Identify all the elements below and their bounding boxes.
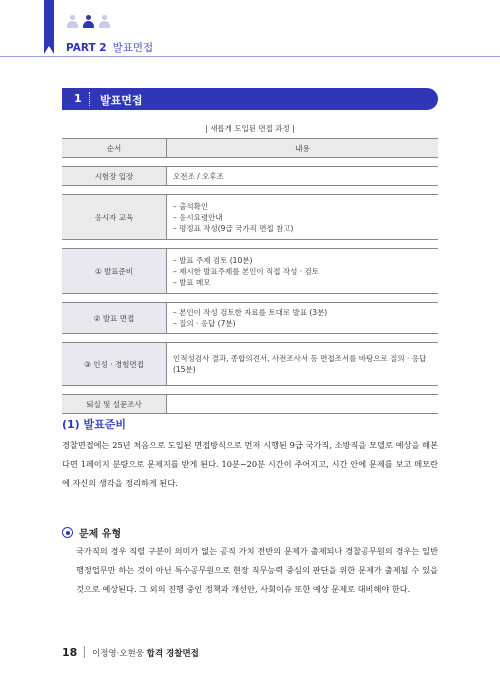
topic-title: 문제 유형 [79, 529, 122, 540]
content-line: (15분) [173, 365, 196, 374]
content-line: – 발표 메모 [173, 277, 211, 287]
content-line: 오전조 / 오후조 [173, 171, 224, 181]
section-divider [89, 92, 90, 106]
content-cell [167, 167, 438, 185]
content-cell [167, 343, 438, 385]
subsection-title: (1) 발표준비 [62, 418, 127, 431]
content-line: – 제시한 발표주제를 본인이 직접 작성 · 검토 [173, 266, 319, 276]
part-header [66, 40, 153, 55]
part-label: PART 2 [66, 42, 107, 54]
section-title: 발표면접 [100, 94, 143, 107]
header-step: 순서 [62, 139, 167, 157]
header-divider [0, 56, 500, 57]
step-cell: 시험장 입장 [62, 167, 167, 185]
content-cell [167, 303, 438, 333]
table-row [62, 302, 438, 334]
content-cell [167, 195, 438, 239]
target-bullet-icon [62, 527, 73, 538]
header-content: 내용 [167, 139, 438, 157]
table-row [62, 194, 438, 240]
part-title: 발표면접 [112, 42, 154, 54]
footer-divider [84, 646, 85, 658]
table-row [62, 166, 438, 186]
content-cell [167, 395, 438, 413]
section-title-bar [62, 88, 438, 110]
side-bookmark-tab [44, 0, 54, 46]
step-cell: ③ 인성 · 경험면접 [62, 343, 167, 385]
people-icon-group [66, 14, 111, 30]
footer-authors: 이정영·오현웅 [92, 649, 144, 659]
section-number: 1 [74, 92, 82, 105]
footer-running-title [92, 647, 199, 659]
step-cell: 응시자 교육 [62, 195, 167, 239]
content-line: – 발표 주제 검토 (10분) [173, 255, 253, 265]
person-icon [66, 14, 79, 30]
content-line: – 출석확인 [173, 201, 209, 211]
content-line: – 평정표 작성(9급 국가직 면접 참고) [173, 223, 294, 233]
content-line: 인적성검사 결과, 종합의견서, 사전조사서 등 면접조서를 바탕으로 질의 · 응답 [173, 354, 427, 363]
content-cell [167, 249, 438, 293]
person-icon [98, 14, 111, 30]
step-cell: ① 발표준비 [62, 249, 167, 293]
person-icon [82, 14, 95, 30]
table-row [62, 342, 438, 386]
content-line: – 질의 · 응답 (7분) [173, 319, 236, 328]
table-row [62, 248, 438, 294]
table-header-row [62, 138, 438, 158]
table-caption: | 새롭게 도입된 면접 과정 | [205, 124, 295, 133]
footer-book-title: 합격 경찰면접 [146, 649, 199, 659]
step-cell: ② 발표 면접 [62, 303, 167, 333]
content-line: – 본인이 작성 검토한 자료를 토대로 발표 (3분) [173, 308, 328, 317]
topic-paragraph: 국가직의 경우 직렬 구분이 의미가 없는 공직 가치 전반의 문제가 출제되나 경찰공무원의 경우는 일반 행정업무만 하는 것이 아닌 특수공무원으로 현장 직무능력 중심의 판단을 위한 문제가 출제될 수 있을 것으로 예상된다. 그 외의 진행 중인 정책과 개선안, 사회이슈 또한 예상 문제로 대비해야 한다. [76, 546, 438, 594]
page-number: 18 [62, 646, 78, 659]
content-line: – 응시요령안내 [173, 212, 223, 222]
process-table [62, 138, 438, 422]
topic-heading [62, 525, 121, 540]
table-row [62, 394, 438, 414]
step-cell: 퇴실 및 설문조사 [62, 395, 167, 413]
subsection-paragraph: 경찰면접에는 25년 처음으로 도입된 면접방식으로 먼저 시행된 9급 국가직, 소방직을 모델로 예상을 해본다면 1페이지 분량으로 문제지를 받게 된다. 10분~20분 시간이 주어지고, 시간 안에 문제를 보고 메모란에 자신의 생각을 정리하게 된다. [62, 440, 438, 488]
